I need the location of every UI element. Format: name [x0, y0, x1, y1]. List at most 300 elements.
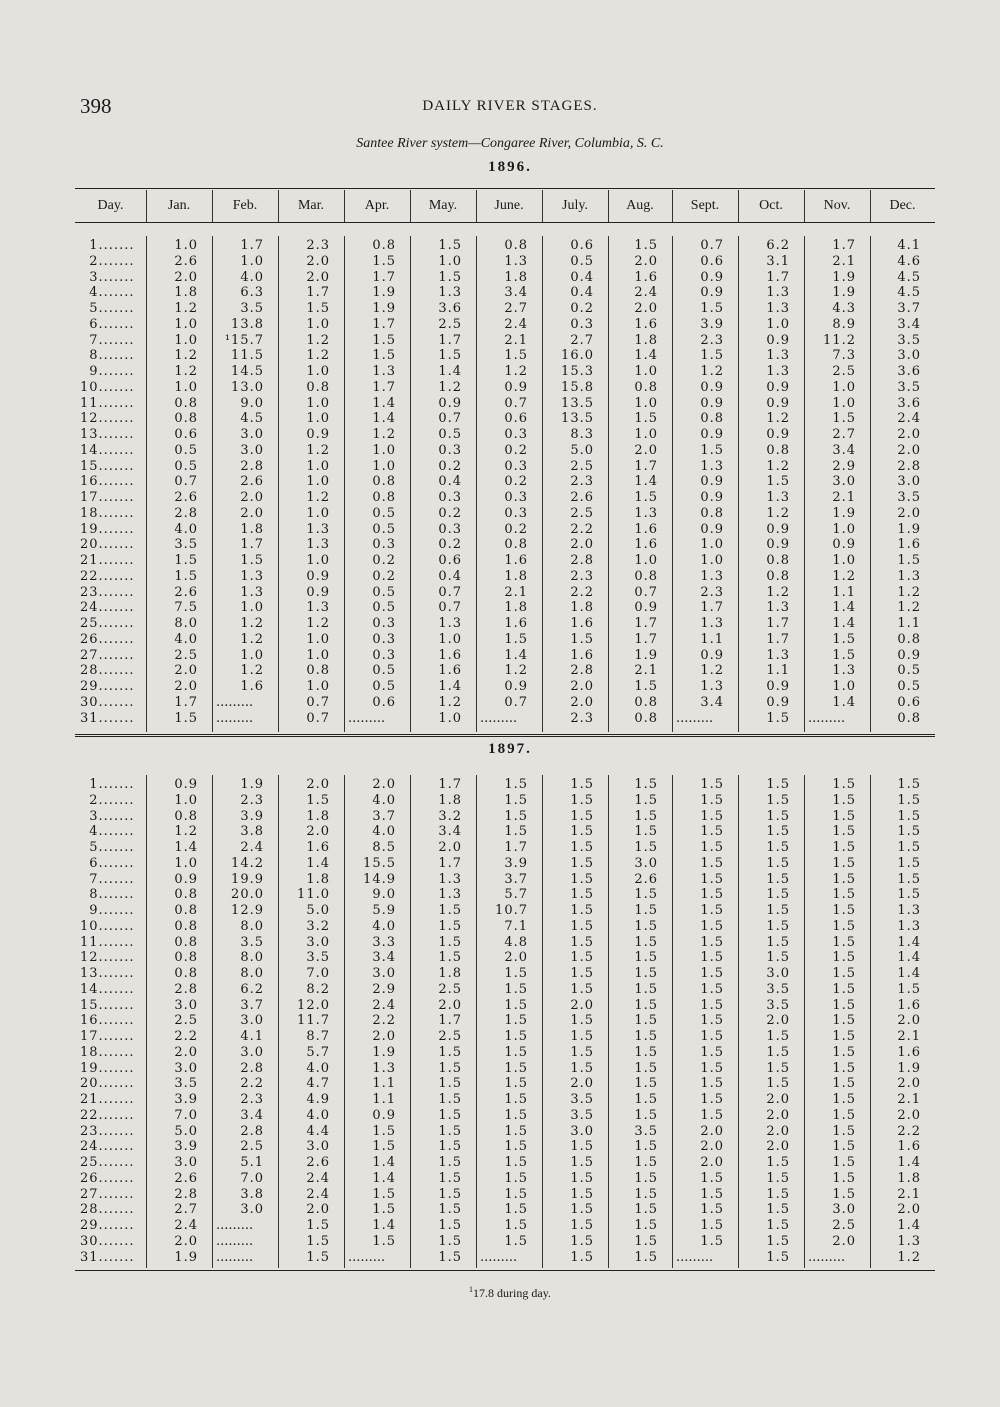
- stage-value: 0.8: [174, 903, 198, 918]
- stage-value: 1.5: [832, 1044, 856, 1060]
- stage-value: 0.3: [438, 490, 462, 505]
- column-divider: [870, 236, 871, 732]
- stage-value: 0.8: [306, 379, 330, 395]
- stage-value: 1.3: [897, 1233, 921, 1249]
- day-label: 31.......: [80, 1249, 135, 1265]
- stage-value: 20.0: [231, 887, 264, 903]
- stage-value: 2.5: [438, 981, 462, 997]
- column-divider: [608, 775, 609, 1268]
- footnote-text: 17.8 during day.: [473, 1286, 551, 1300]
- stage-value: 3.5: [570, 1107, 594, 1123]
- stage-value: 1.3: [372, 364, 396, 379]
- stage-value: 1.5: [832, 1123, 856, 1139]
- stage-value: 1.3: [634, 505, 658, 521]
- day-label: 26.......: [80, 1170, 135, 1186]
- stage-value: 1.6: [438, 663, 462, 679]
- stage-value: 0.9: [832, 537, 856, 553]
- stage-value: 1.5: [700, 871, 724, 887]
- day-label: 19.......: [80, 1060, 135, 1076]
- stage-value: 1.7: [634, 616, 658, 631]
- empty-cell: .........: [808, 710, 846, 726]
- stage-value: 2.4: [634, 285, 658, 301]
- stage-value: 1.5: [570, 792, 594, 808]
- stage-value: 8.0: [240, 950, 264, 966]
- stage-value: 3.8: [240, 824, 264, 840]
- stage-value: 1.3: [700, 458, 724, 474]
- stage-value: 1.4: [372, 395, 396, 411]
- stage-value: 8.9: [832, 316, 856, 332]
- stage-value: 0.8: [766, 442, 790, 458]
- day-label: 19.......: [80, 521, 135, 537]
- stage-value: 1.5: [570, 1029, 594, 1044]
- day-label: 20.......: [80, 1076, 135, 1092]
- column-header-month-10: Oct.: [759, 198, 783, 213]
- stage-value: 3.0: [897, 474, 921, 490]
- stage-value: 0.3: [372, 631, 396, 647]
- stage-value: 13.0: [231, 379, 264, 395]
- stage-value: 2.8: [240, 458, 264, 474]
- stage-value: 0.2: [570, 301, 594, 316]
- stage-value: 3.0: [240, 1044, 264, 1060]
- stage-value: 10.7: [495, 903, 528, 918]
- stage-value: 1.3: [504, 253, 528, 269]
- stage-value: 3.5: [240, 301, 264, 316]
- stage-value: 3.4: [897, 316, 921, 332]
- stage-value: 0.8: [766, 553, 790, 568]
- stage-value: 1.5: [570, 840, 594, 855]
- stage-value: 0.7: [438, 584, 462, 600]
- stage-value: 1.0: [372, 458, 396, 474]
- stage-value: 1.5: [634, 1155, 658, 1170]
- stage-value: 0.9: [766, 427, 790, 442]
- column-divider: [804, 775, 805, 1268]
- stage-value: 1.0: [832, 679, 856, 694]
- stage-value: 1.5: [438, 1076, 462, 1092]
- stage-value: 1.5: [897, 777, 921, 792]
- stage-value: 0.5: [438, 427, 462, 442]
- stage-value: 1.5: [832, 631, 856, 647]
- stage-value: 1.3: [766, 490, 790, 505]
- stage-value: 1.5: [832, 981, 856, 997]
- month-column-3: [282, 238, 330, 726]
- day-label: 25.......: [80, 616, 135, 631]
- stage-value: 1.0: [766, 316, 790, 332]
- stage-value: 1.7: [438, 855, 462, 871]
- stage-value: 1.0: [306, 679, 330, 694]
- stage-value: 5.0: [306, 903, 330, 918]
- stage-value: 1.5: [700, 1218, 724, 1233]
- stage-value: 0.8: [174, 395, 198, 411]
- stage-value: 1.0: [306, 395, 330, 411]
- stage-value: 1.5: [832, 1076, 856, 1092]
- stage-value: 1.5: [504, 966, 528, 981]
- stage-value: 1.5: [700, 792, 724, 808]
- stage-value: 1.3: [240, 584, 264, 600]
- stage-value: 1.9: [174, 1249, 198, 1265]
- stage-value: 1.0: [174, 332, 198, 348]
- stage-value: 1.5: [634, 792, 658, 808]
- stage-value: 1.5: [570, 903, 594, 918]
- stage-value: 2.8: [174, 505, 198, 521]
- day-label: 4.......: [80, 824, 135, 840]
- stage-value: 1.3: [766, 600, 790, 616]
- column-divider: [608, 236, 609, 732]
- stage-value: 1.2: [174, 301, 198, 316]
- stage-value: 2.5: [240, 1139, 264, 1155]
- stage-value: 3.4: [372, 950, 396, 966]
- stage-value: 1.0: [174, 792, 198, 808]
- month-column-1: [150, 777, 198, 1265]
- stage-value: 1.5: [634, 1013, 658, 1029]
- stage-value: 1.7: [372, 269, 396, 285]
- stage-value: 3.5: [897, 332, 921, 348]
- stage-value: 2.0: [570, 694, 594, 710]
- stage-value: 4.0: [174, 631, 198, 647]
- stage-value: 1.6: [897, 997, 921, 1013]
- stage-value: 3.0: [766, 966, 790, 981]
- stage-value: 2.8: [897, 458, 921, 474]
- stage-value: 0.5: [372, 679, 396, 694]
- stage-value: 2.2: [570, 521, 594, 537]
- column-header-day: Day.: [97, 198, 124, 213]
- stage-value: 13.5: [561, 395, 594, 411]
- column-header-month-4: Apr.: [364, 198, 390, 213]
- stage-value: 1.5: [570, 966, 594, 981]
- stage-value: 1.5: [438, 1139, 462, 1155]
- stage-value: 2.8: [570, 553, 594, 568]
- stage-value: 1.7: [700, 600, 724, 616]
- stage-value: 1.5: [570, 981, 594, 997]
- table-bottom-rule: [75, 1270, 935, 1271]
- month-column-2: [216, 238, 264, 726]
- stage-value: 1.5: [766, 1249, 790, 1265]
- stage-value: 1.5: [504, 792, 528, 808]
- stage-value: 1.1: [372, 1092, 396, 1107]
- stage-value: 1.2: [504, 663, 528, 679]
- stage-value: 1.5: [766, 1202, 790, 1218]
- stage-value: 0.6: [504, 411, 528, 427]
- stage-value: 1.5: [438, 1218, 462, 1233]
- stage-value: 2.3: [700, 584, 724, 600]
- stage-value: 1.4: [504, 647, 528, 663]
- empty-cell: .........: [676, 1249, 714, 1265]
- day-label: 16.......: [80, 1013, 135, 1029]
- stage-value: 12.9: [231, 903, 264, 918]
- stage-value: 0.7: [700, 238, 724, 253]
- stage-value: 8.7: [306, 1029, 330, 1044]
- stage-value: 0.8: [372, 490, 396, 505]
- stage-value: 1.3: [306, 537, 330, 553]
- stage-value: 3.4: [832, 442, 856, 458]
- day-label: 9.......: [80, 364, 135, 379]
- stage-value: 16.0: [561, 348, 594, 364]
- stage-value: 1.0: [634, 553, 658, 568]
- day-label: 7.......: [80, 332, 135, 348]
- stage-value: 1.5: [832, 824, 856, 840]
- day-label: 17.......: [80, 1029, 135, 1044]
- stage-value: 1.5: [372, 1123, 396, 1139]
- stage-value: 14.9: [363, 871, 396, 887]
- stage-value: 3.0: [174, 997, 198, 1013]
- stage-value: 2.7: [174, 1202, 198, 1218]
- stage-value: 0.8: [174, 887, 198, 903]
- stage-value: 1.5: [766, 871, 790, 887]
- stage-value: 2.5: [570, 505, 594, 521]
- stage-value: 6.2: [766, 238, 790, 253]
- column-header-month-9: Sept.: [690, 198, 720, 213]
- stage-value: 2.7: [832, 427, 856, 442]
- stage-value: 1.5: [306, 1249, 330, 1265]
- stage-value: 8.0: [174, 616, 198, 631]
- stage-value: 1.2: [504, 364, 528, 379]
- stage-value: 1.5: [634, 840, 658, 855]
- stage-value: 0.8: [174, 808, 198, 824]
- column-divider: [870, 775, 871, 1268]
- stage-value: 15.8: [561, 379, 594, 395]
- stage-value: 1.5: [897, 840, 921, 855]
- stage-value: 1.5: [438, 1249, 462, 1265]
- month-column-8: [612, 238, 658, 726]
- stage-value: 1.5: [700, 1076, 724, 1092]
- stage-value: 11.7: [297, 1013, 330, 1029]
- stage-value: 1.6: [570, 616, 594, 631]
- day-label: 14.......: [80, 442, 135, 458]
- day-label: 9.......: [80, 903, 135, 918]
- stage-value: ¹15.7: [224, 332, 264, 348]
- stage-value: 3.2: [306, 918, 330, 934]
- day-label: 26.......: [80, 631, 135, 647]
- stage-value: 1.7: [372, 316, 396, 332]
- stage-value: 0.9: [174, 871, 198, 887]
- stage-value: 2.0: [306, 824, 330, 840]
- stage-value: 1.5: [700, 981, 724, 997]
- stage-value: 3.0: [174, 1060, 198, 1076]
- stage-value: 1.5: [504, 777, 528, 792]
- stage-value: 1.5: [832, 1186, 856, 1202]
- day-label: 28.......: [80, 1202, 135, 1218]
- stage-value: 0.8: [766, 568, 790, 584]
- stage-value: 1.3: [766, 301, 790, 316]
- stage-value: 1.5: [766, 474, 790, 490]
- stage-value: 1.5: [504, 348, 528, 364]
- stage-value: 2.8: [240, 1060, 264, 1076]
- stage-value: 1.5: [570, 631, 594, 647]
- stage-value: 9.0: [372, 887, 396, 903]
- stage-value: 3.9: [504, 855, 528, 871]
- stage-value: 1.5: [832, 1139, 856, 1155]
- stage-value: 1.4: [372, 1170, 396, 1186]
- stage-value: 1.5: [634, 966, 658, 981]
- stage-value: 1.5: [897, 792, 921, 808]
- column-header-month-6: June.: [494, 198, 524, 213]
- day-label: 15.......: [80, 997, 135, 1013]
- stage-value: 2.5: [832, 364, 856, 379]
- day-label: 30.......: [80, 694, 135, 710]
- stage-value: 2.0: [306, 1202, 330, 1218]
- stage-value: 1.9: [372, 1044, 396, 1060]
- stage-value: 1.0: [240, 600, 264, 616]
- stage-value: 4.0: [306, 1060, 330, 1076]
- stage-value: 1.4: [438, 364, 462, 379]
- month-column-9: [676, 777, 724, 1265]
- stage-value: 2.1: [897, 1186, 921, 1202]
- stage-value: 8.0: [240, 966, 264, 981]
- stage-value: 1.2: [306, 616, 330, 631]
- stage-value: 1.5: [634, 918, 658, 934]
- stage-value: 1.5: [766, 1029, 790, 1044]
- month-column-12: [874, 777, 921, 1265]
- stage-value: 11.0: [297, 887, 330, 903]
- day-label: 8.......: [80, 348, 135, 364]
- stage-value: 1.4: [832, 694, 856, 710]
- day-column: [80, 238, 144, 726]
- stage-value: 15.5: [363, 855, 396, 871]
- stage-value: 2.1: [634, 663, 658, 679]
- stage-value: 1.5: [438, 950, 462, 966]
- stage-value: 1.5: [766, 1186, 790, 1202]
- stage-value: 0.3: [504, 490, 528, 505]
- stage-value: 2.0: [897, 442, 921, 458]
- stage-value: 1.5: [634, 777, 658, 792]
- stage-value: 2.6: [174, 584, 198, 600]
- stage-value: 0.7: [504, 395, 528, 411]
- stage-value: 3.5: [174, 1076, 198, 1092]
- stage-value: 1.5: [174, 710, 198, 726]
- stage-value: 2.1: [832, 490, 856, 505]
- stage-value: 1.5: [766, 1060, 790, 1076]
- stage-value: 2.0: [174, 663, 198, 679]
- stage-value: 1.4: [832, 600, 856, 616]
- stage-value: 0.4: [438, 568, 462, 584]
- stage-value: 0.9: [174, 777, 198, 792]
- stage-value: 2.0: [438, 840, 462, 855]
- stage-value: 1.5: [832, 1155, 856, 1170]
- day-label: 13.......: [80, 427, 135, 442]
- stage-value: 1.5: [700, 950, 724, 966]
- stage-value: 1.5: [438, 918, 462, 934]
- header-bottom-rule: [75, 222, 935, 223]
- stage-value: 1.8: [306, 808, 330, 824]
- stage-value: 1.5: [766, 1233, 790, 1249]
- stage-value: 2.0: [174, 679, 198, 694]
- stage-value: 1.0: [306, 316, 330, 332]
- stage-value: 1.5: [634, 808, 658, 824]
- column-divider: [344, 775, 345, 1268]
- stage-value: 2.1: [832, 253, 856, 269]
- stage-value: 1.5: [897, 887, 921, 903]
- stage-value: 1.8: [897, 1170, 921, 1186]
- stage-value: 1.4: [372, 411, 396, 427]
- stage-value: 0.6: [570, 238, 594, 253]
- stage-value: 2.2: [897, 1123, 921, 1139]
- stage-value: 1.5: [766, 1076, 790, 1092]
- column-divider: [410, 775, 411, 1268]
- stage-value: 1.8: [240, 521, 264, 537]
- stage-value: 1.2: [306, 442, 330, 458]
- stage-value: 1.5: [504, 1170, 528, 1186]
- stage-value: 1.5: [240, 553, 264, 568]
- stage-value: 4.5: [897, 269, 921, 285]
- stage-value: 1.5: [700, 997, 724, 1013]
- stage-value: 4.6: [897, 253, 921, 269]
- stage-value: 1.5: [766, 808, 790, 824]
- stage-value: 4.1: [897, 238, 921, 253]
- day-label: 18.......: [80, 505, 135, 521]
- stage-value: 2.8: [240, 1123, 264, 1139]
- stage-value: 1.0: [174, 379, 198, 395]
- month-column-6: [480, 777, 528, 1265]
- stage-value: 1.5: [700, 855, 724, 871]
- stage-value: 2.2: [570, 584, 594, 600]
- column-divider: [476, 236, 477, 732]
- column-divider: [738, 236, 739, 732]
- stage-value: 3.0: [832, 1202, 856, 1218]
- day-label: 3.......: [80, 269, 135, 285]
- stage-value: 0.8: [634, 710, 658, 726]
- stage-value: 3.5: [174, 537, 198, 553]
- stage-value: 4.0: [306, 1107, 330, 1123]
- day-label: 31.......: [80, 710, 135, 726]
- empty-cell: .........: [480, 710, 518, 726]
- stage-value: 1.5: [438, 1155, 462, 1170]
- stage-value: 1.2: [438, 694, 462, 710]
- day-label: 7.......: [80, 871, 135, 887]
- stage-value: 1.6: [634, 521, 658, 537]
- stage-value: 1.0: [174, 316, 198, 332]
- stage-value: 1.0: [306, 647, 330, 663]
- stage-value: 3.0: [570, 1123, 594, 1139]
- stage-value: 0.5: [372, 600, 396, 616]
- stage-value: 1.0: [240, 647, 264, 663]
- stage-value: 3.4: [504, 285, 528, 301]
- stage-value: 2.0: [174, 269, 198, 285]
- day-label: 21.......: [80, 553, 135, 568]
- stage-value: 2.0: [634, 442, 658, 458]
- stage-value: 3.5: [897, 379, 921, 395]
- column-divider: [146, 236, 147, 732]
- month-column-8: [612, 777, 658, 1265]
- stage-value: 2.3: [570, 474, 594, 490]
- stage-value: 2.0: [174, 1233, 198, 1249]
- stage-value: 1.5: [897, 855, 921, 871]
- stage-value: 0.8: [897, 631, 921, 647]
- stage-value: 1.2: [174, 348, 198, 364]
- year-heading-1896: 1896.: [488, 159, 532, 175]
- stage-value: 0.8: [700, 411, 724, 427]
- stage-value: 1.9: [832, 269, 856, 285]
- stage-value: 1.5: [766, 792, 790, 808]
- stage-value: 0.9: [700, 427, 724, 442]
- stage-value: 1.6: [634, 316, 658, 332]
- stage-value: 1.5: [570, 887, 594, 903]
- stage-value: 1.5: [634, 1107, 658, 1123]
- stage-value: 4.1: [240, 1029, 264, 1044]
- stage-value: 1.4: [174, 840, 198, 855]
- stage-value: 3.0: [240, 427, 264, 442]
- stage-value: 1.2: [372, 427, 396, 442]
- stage-value: 0.6: [700, 253, 724, 269]
- stage-value: 1.5: [438, 1060, 462, 1076]
- column-header-month-11: Nov.: [823, 198, 851, 213]
- column-divider: [804, 236, 805, 732]
- empty-cell: .........: [216, 1233, 254, 1249]
- stage-value: 1.5: [832, 950, 856, 966]
- day-label: 11.......: [80, 934, 135, 950]
- stage-value: 1.9: [372, 301, 396, 316]
- stage-value: 1.7: [832, 238, 856, 253]
- stage-value: 0.2: [504, 474, 528, 490]
- month-column-2: [216, 777, 264, 1265]
